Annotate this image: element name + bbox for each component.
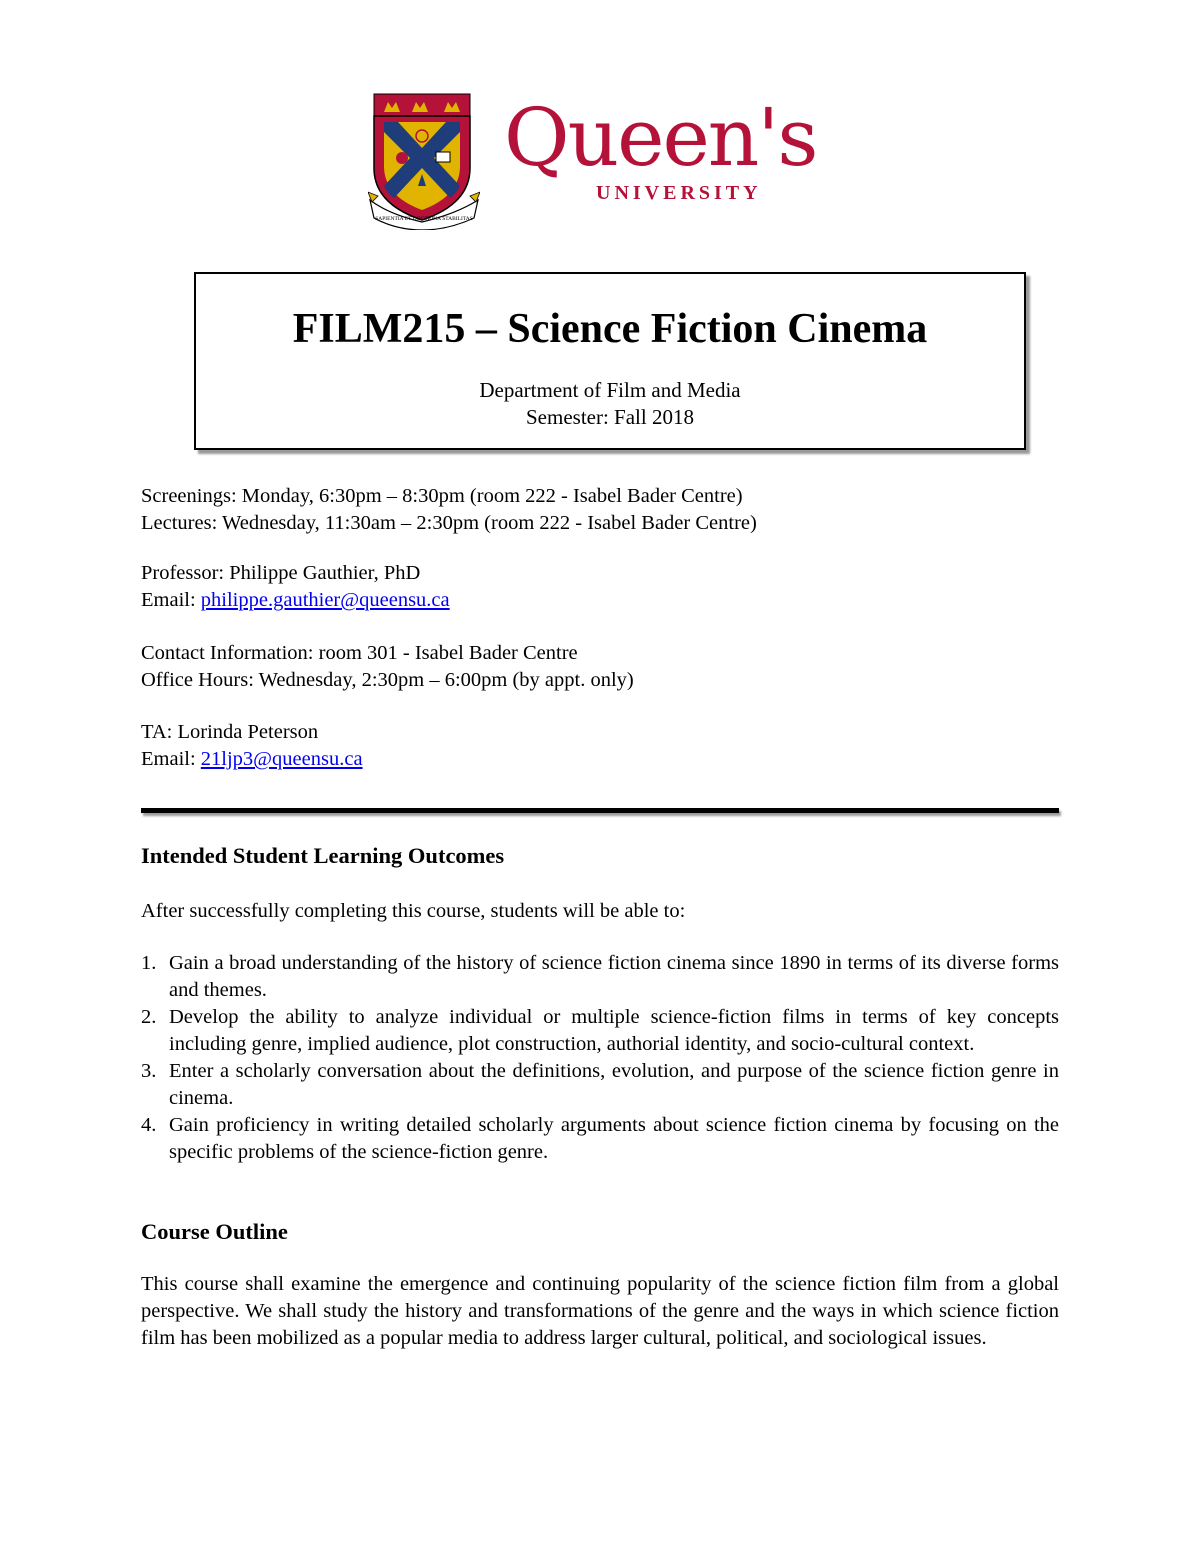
section-divider xyxy=(141,808,1059,813)
outcomes-list xyxy=(141,950,1059,1166)
lectures: Lectures: Wednesday, 11:30am – 2:30pm (room 222 - Isabel Bader Centre) xyxy=(141,512,757,534)
outline-text: This course shall examine the emergence and continuing popularity of the science fiction film from a global perspective. We shall study the history and transformations of the genre and the ways in which science fiction film has been mobilized as a popular media to address larger cultural, political, and sociological issues. xyxy=(141,1273,1059,1349)
professor-name: Professor: Philippe Gauthier, PhD xyxy=(141,562,421,584)
outcomes-intro: After successfully completing this course, students will be able to: xyxy=(141,900,686,922)
schedule-block xyxy=(141,483,1061,537)
ta-block xyxy=(141,719,1061,773)
ta-email-label: Email: xyxy=(141,748,201,770)
list-item-text: Enter a scholarly conversation about the definitions, evolution, and purpose of the science fiction genre in cinema. xyxy=(169,1060,1059,1109)
professor-email-label: Email: xyxy=(141,589,201,611)
list-item xyxy=(141,1058,1059,1112)
list-item-text: Gain a broad understanding of the history of science fiction cinema since 1890 in terms of its diverse forms and themes. xyxy=(169,952,1059,1001)
department: Department of Film and Media xyxy=(479,378,741,403)
screenings: Screenings: Monday, 6:30pm – 8:30pm (room 222 - Isabel Bader Centre) xyxy=(141,485,743,507)
professor-email-link[interactable]: philippe.gauthier@queensu.ca xyxy=(200,589,450,611)
list-item xyxy=(141,1004,1059,1058)
wordmark-subtitle: UNIVERSITY xyxy=(596,182,762,204)
list-item-text: Develop the ability to analyze individual or multiple science-fiction films in terms of key concepts including genre, implied audience, plot construction, authorial identity, and socio-cultural context. xyxy=(169,1006,1059,1055)
list-item xyxy=(141,950,1059,1004)
list-item-number: 2. xyxy=(141,1006,157,1028)
list-item xyxy=(141,1112,1059,1166)
office-hours: Office Hours: Wednesday, 2:30pm – 6:00pm (by appt. only) xyxy=(141,669,634,691)
ta-email-link[interactable]: 21ljp3@queensu.ca xyxy=(200,748,363,770)
semester: Semester: Fall 2018 xyxy=(526,405,694,430)
professor-block xyxy=(141,560,1061,614)
contact-info: Contact Information: room 301 - Isabel Bader Centre xyxy=(141,642,578,664)
university-logo xyxy=(368,92,828,232)
contact-block xyxy=(141,640,1061,694)
outline-heading: Course Outline xyxy=(141,1219,288,1244)
ta-email-line xyxy=(141,746,1061,773)
professor-email-line xyxy=(141,587,1061,614)
list-item-text: Gain proficiency in writing detailed scholarly arguments about science fiction cinema by focusing on the specific problems of the science-fiction genre. xyxy=(169,1114,1059,1163)
wordmark: Queen's xyxy=(504,91,817,184)
course-title: FILM215 – Science Fiction Cinema xyxy=(292,306,928,352)
ta-name: TA: Lorinda Peterson xyxy=(141,721,319,743)
list-item-number: 1. xyxy=(141,952,157,974)
course-title-box xyxy=(194,272,1026,450)
list-item-number: 4. xyxy=(141,1114,157,1136)
list-item-number: 3. xyxy=(141,1060,157,1082)
crest-motto: SAPIENTIA ET DOCTRINA STABILITAS xyxy=(375,216,473,222)
outcomes-heading: Intended Student Learning Outcomes xyxy=(141,843,505,868)
crest-icon xyxy=(368,92,480,230)
